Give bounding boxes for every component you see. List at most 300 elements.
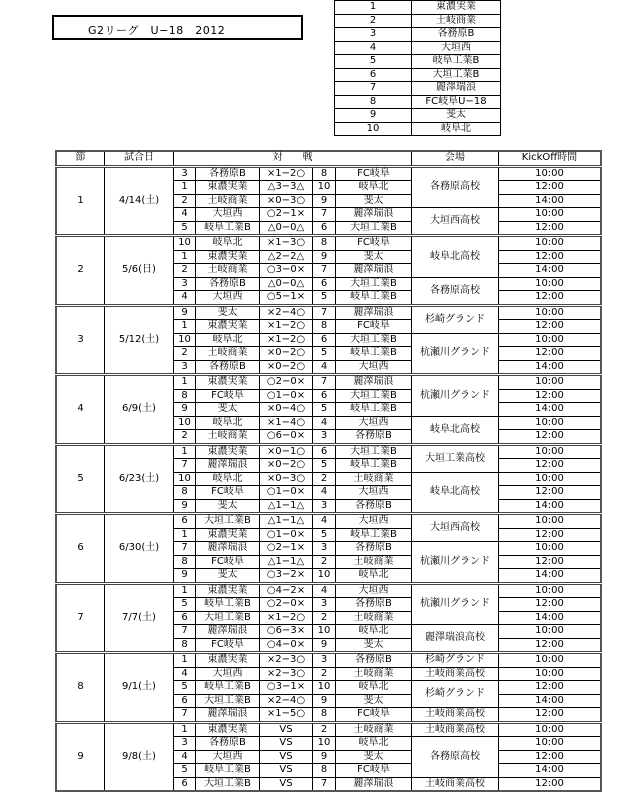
match-date: 7/7(土) [105, 583, 174, 653]
home-team: 東濃実業 [196, 528, 260, 542]
score: VS [260, 764, 313, 778]
home-number: 2 [174, 264, 196, 278]
team-row [335, 28, 501, 42]
home-number: 8 [174, 486, 196, 500]
home-team: 岐阜北 [196, 472, 260, 486]
kickoff-time: 10:00 [499, 277, 602, 291]
away-number: 4 [313, 486, 336, 500]
home-number: 8 [174, 389, 196, 403]
away-number: 5 [313, 403, 336, 417]
away-team: FC岐阜 [336, 708, 412, 723]
away-number: 3 [313, 542, 336, 556]
header-date: 試合日 [105, 151, 174, 166]
score: ×1−2○ [260, 611, 313, 625]
away-number: 7 [313, 375, 336, 390]
kickoff-time: 12:00 [499, 777, 602, 791]
venue: 大垣工業高校 [412, 444, 499, 472]
venue: 杭瀬川グランド [412, 375, 499, 417]
kickoff-time: 14:00 [499, 611, 602, 625]
away-team: 岐阜工業B [336, 528, 412, 542]
home-number: 6 [174, 514, 196, 529]
team-name: 東濃実業 [412, 1, 501, 15]
away-team: FC岐阜 [336, 764, 412, 778]
away-number: 10 [313, 181, 336, 195]
home-number: 6 [174, 611, 196, 625]
kickoff-time: 10:00 [499, 667, 602, 681]
away-number: 2 [313, 472, 336, 486]
score: ○2−0× [260, 375, 313, 390]
away-team: 大垣工業B [336, 333, 412, 347]
team-number: 8 [335, 95, 412, 109]
home-number: 9 [174, 403, 196, 417]
match-date: 5/12(土) [105, 305, 174, 375]
away-team: 斐太 [336, 750, 412, 764]
venue: 各務原高校 [412, 277, 499, 305]
team-name: 大垣西 [412, 41, 501, 55]
away-team: 各務原B [336, 598, 412, 612]
venue: 杉崎グランド [412, 681, 499, 708]
kickoff-time: 14:00 [499, 360, 602, 375]
header-match: 対 戦 [174, 151, 412, 166]
score: △3−3△ [260, 181, 313, 195]
away-number: 8 [313, 236, 336, 251]
home-number: 5 [174, 598, 196, 612]
team-name: 岐阜工業B [412, 55, 501, 69]
kickoff-time: 10:00 [499, 722, 602, 737]
score: VS [260, 750, 313, 764]
away-team: 麗澤瑞浪 [336, 375, 412, 390]
home-number: 6 [174, 694, 196, 708]
team-number: 4 [335, 41, 412, 55]
score: ○3−1× [260, 681, 313, 695]
venue: 岐阜北高校 [412, 416, 499, 444]
home-team: 東濃実業 [196, 250, 260, 264]
away-number: 8 [313, 708, 336, 723]
header-venue: 会場 [412, 151, 499, 166]
match-date: 6/9(土) [105, 375, 174, 445]
away-team: 岐阜北 [336, 625, 412, 639]
away-team: 大垣工業B [336, 444, 412, 459]
team-number: 10 [335, 122, 412, 136]
match-row [56, 514, 601, 529]
away-team: 麗澤瑞浪 [336, 305, 412, 320]
kickoff-time: 10:00 [499, 416, 602, 430]
score: ×1−4○ [260, 416, 313, 430]
kickoff-time: 14:00 [499, 569, 602, 584]
venue: 岐阜北高校 [412, 236, 499, 278]
home-number: 10 [174, 236, 196, 251]
away-team: 大垣西 [336, 583, 412, 598]
home-team: 各務原B [196, 277, 260, 291]
home-team: 斐太 [196, 499, 260, 514]
score: ×0−2○ [260, 459, 313, 473]
score: ×2−3○ [260, 653, 313, 668]
home-number: 3 [174, 277, 196, 291]
home-number: 5 [174, 764, 196, 778]
home-number: 2 [174, 194, 196, 208]
kickoff-time: 12:00 [499, 320, 602, 334]
home-number: 1 [174, 320, 196, 334]
score: ○1−0× [260, 389, 313, 403]
match-date: 9/1(土) [105, 653, 174, 723]
kickoff-time: 14:00 [499, 694, 602, 708]
venue: 麗澤瑞浪高校 [412, 625, 499, 653]
home-number: 7 [174, 625, 196, 639]
home-team: 大垣西 [196, 750, 260, 764]
venue: 土岐商業高校 [412, 708, 499, 723]
away-team: 斐太 [336, 638, 412, 653]
away-number: 2 [313, 611, 336, 625]
kickoff-time: 12:00 [499, 347, 602, 361]
score: ×2−3○ [260, 667, 313, 681]
kickoff-time: 14:00 [499, 403, 602, 417]
match-date: 6/23(土) [105, 444, 174, 514]
header-row [56, 151, 601, 166]
away-number: 3 [313, 499, 336, 514]
match-row [56, 653, 601, 668]
home-team: 土岐商業 [196, 347, 260, 361]
kickoff-time: 12:00 [499, 638, 602, 653]
away-number: 2 [313, 667, 336, 681]
kickoff-time: 10:00 [499, 542, 602, 556]
away-number: 6 [313, 333, 336, 347]
score: VS [260, 777, 313, 791]
away-number: 9 [313, 638, 336, 653]
score: VS [260, 722, 313, 737]
away-number: 9 [313, 750, 336, 764]
home-number: 1 [174, 528, 196, 542]
home-number: 8 [174, 555, 196, 569]
away-number: 10 [313, 569, 336, 584]
away-team: 麗澤瑞浪 [336, 264, 412, 278]
away-team: 大垣西 [336, 360, 412, 375]
team-number: 9 [335, 109, 412, 123]
away-number: 2 [313, 555, 336, 569]
home-number: 9 [174, 569, 196, 584]
venue: 杉崎グランド [412, 653, 499, 668]
away-number: 6 [313, 444, 336, 459]
home-team: 各務原B [196, 737, 260, 751]
away-number: 7 [313, 208, 336, 222]
score: ×0−3○ [260, 472, 313, 486]
away-number: 5 [313, 347, 336, 361]
away-number: 9 [313, 250, 336, 264]
score: △1−1△ [260, 514, 313, 529]
home-number: 1 [174, 722, 196, 737]
kickoff-time: 12:00 [499, 708, 602, 723]
team-number: 3 [335, 28, 412, 42]
round-number: 2 [56, 236, 105, 306]
kickoff-time: 10:00 [499, 236, 602, 251]
score: ×2−4○ [260, 694, 313, 708]
team-row [335, 122, 501, 136]
home-number: 1 [174, 250, 196, 264]
kickoff-time: 10:00 [499, 737, 602, 751]
home-team: 大垣工業B [196, 514, 260, 529]
round-number: 1 [56, 166, 105, 236]
score: △2−2△ [260, 250, 313, 264]
away-number: 8 [313, 320, 336, 334]
home-team: 岐阜北 [196, 236, 260, 251]
team-row [335, 41, 501, 55]
team-list-table [334, 0, 501, 136]
away-number: 2 [313, 722, 336, 737]
team-row [335, 14, 501, 28]
home-number: 2 [174, 430, 196, 445]
away-team: 大垣西 [336, 416, 412, 430]
home-team: 東濃実業 [196, 320, 260, 334]
away-number: 5 [313, 459, 336, 473]
away-number: 5 [313, 291, 336, 306]
score: △0−0△ [260, 277, 313, 291]
away-team: 土岐商業 [336, 611, 412, 625]
kickoff-time: 10:00 [499, 583, 602, 598]
away-team: 大垣工業B [336, 389, 412, 403]
home-team: 麗澤瑞浪 [196, 708, 260, 723]
venue: 土岐商業高校 [412, 777, 499, 791]
home-team: 東濃実業 [196, 583, 260, 598]
home-team: 東濃実業 [196, 444, 260, 459]
home-number: 3 [174, 737, 196, 751]
away-team: 各務原B [336, 542, 412, 556]
score: ×0−3○ [260, 194, 313, 208]
home-team: 岐阜工業B [196, 598, 260, 612]
venue: 土岐商業高校 [412, 722, 499, 737]
score: ×1−3○ [260, 236, 313, 251]
match-row [56, 236, 601, 251]
kickoff-time: 12:00 [499, 486, 602, 500]
team-name: 麗澤瑞浪 [412, 82, 501, 96]
score: △0−0△ [260, 221, 313, 236]
home-team: FC岐阜 [196, 389, 260, 403]
kickoff-time: 12:00 [499, 181, 602, 195]
home-team: 岐阜工業B [196, 221, 260, 236]
team-number: 7 [335, 82, 412, 96]
home-number: 1 [174, 375, 196, 390]
kickoff-time: 14:00 [499, 264, 602, 278]
home-team: 土岐商業 [196, 194, 260, 208]
home-number: 1 [174, 653, 196, 668]
venue: 杭瀬川グランド [412, 583, 499, 625]
title-box [52, 15, 303, 40]
home-number: 3 [174, 166, 196, 181]
match-date: 5/6(日) [105, 236, 174, 306]
score: △1−1△ [260, 499, 313, 514]
kickoff-time: 10:00 [499, 208, 602, 222]
kickoff-time: 12:00 [499, 459, 602, 473]
score: ○4−0× [260, 638, 313, 653]
score: ○3−2× [260, 569, 313, 584]
away-number: 6 [313, 277, 336, 291]
away-team: FC岐阜 [336, 320, 412, 334]
home-number: 4 [174, 291, 196, 306]
venue: 大垣西高校 [412, 208, 499, 236]
match-row [56, 444, 601, 459]
kickoff-time: 14:00 [499, 764, 602, 778]
kickoff-time: 12:00 [499, 430, 602, 445]
score: ×2−4○ [260, 305, 313, 320]
score: △1−1△ [260, 555, 313, 569]
home-number: 1 [174, 444, 196, 459]
round-number: 9 [56, 722, 105, 791]
home-number: 7 [174, 542, 196, 556]
away-team: 大垣工業B [336, 277, 412, 291]
round-number: 3 [56, 305, 105, 375]
away-number: 3 [313, 598, 336, 612]
score: ×1−2○ [260, 320, 313, 334]
venue: 杉崎グランド [412, 305, 499, 333]
home-number: 10 [174, 333, 196, 347]
home-team: FC岐阜 [196, 486, 260, 500]
away-team: 大垣西 [336, 486, 412, 500]
away-team: 斐太 [336, 250, 412, 264]
away-team: FC岐阜 [336, 236, 412, 251]
score: ×1−2○ [260, 333, 313, 347]
home-team: 斐太 [196, 569, 260, 584]
venue: 各務原高校 [412, 737, 499, 778]
kickoff-time: 10:00 [499, 472, 602, 486]
match-row [56, 375, 601, 390]
kickoff-time: 10:00 [499, 625, 602, 639]
score: ×0−2○ [260, 360, 313, 375]
away-team: 岐阜工業B [336, 403, 412, 417]
home-team: FC岐阜 [196, 555, 260, 569]
away-team: 岐阜工業B [336, 459, 412, 473]
away-number: 4 [313, 583, 336, 598]
home-number: 5 [174, 681, 196, 695]
home-number: 2 [174, 347, 196, 361]
kickoff-time: 14:00 [499, 194, 602, 208]
home-team: 麗澤瑞浪 [196, 459, 260, 473]
away-team: 岐阜北 [336, 681, 412, 695]
kickoff-time: 10:00 [499, 653, 602, 668]
match-date: 6/30(土) [105, 514, 174, 584]
home-team: 東濃実業 [196, 653, 260, 668]
header-kickoff: KickOff時間 [499, 151, 602, 166]
away-team: 岐阜北 [336, 569, 412, 584]
home-team: 岐阜工業B [196, 681, 260, 695]
team-row [335, 1, 501, 15]
score: ×0−1○ [260, 444, 313, 459]
away-team: 岐阜北 [336, 181, 412, 195]
away-team: 岐阜工業B [336, 291, 412, 306]
team-name: 土岐商業 [412, 14, 501, 28]
score: ○3−0× [260, 264, 313, 278]
match-row [56, 166, 601, 181]
away-number: 9 [313, 694, 336, 708]
away-number: 9 [313, 194, 336, 208]
home-number: 8 [174, 638, 196, 653]
score: ○1−0× [260, 486, 313, 500]
team-number: 5 [335, 55, 412, 69]
home-team: FC岐阜 [196, 638, 260, 653]
kickoff-time: 10:00 [499, 444, 602, 459]
score: ×0−4○ [260, 403, 313, 417]
away-team: 斐太 [336, 694, 412, 708]
venue: 大垣西高校 [412, 514, 499, 542]
home-number: 1 [174, 181, 196, 195]
venue: 岐阜北高校 [412, 472, 499, 514]
match-row [56, 583, 601, 598]
away-number: 8 [313, 166, 336, 181]
round-number: 8 [56, 653, 105, 723]
away-team: 大垣西 [336, 514, 412, 529]
away-team: 土岐商業 [336, 555, 412, 569]
kickoff-time: 10:00 [499, 305, 602, 320]
away-number: 7 [313, 305, 336, 320]
home-team: 斐太 [196, 403, 260, 417]
away-team: 岐阜北 [336, 737, 412, 751]
away-team: 麗澤瑞浪 [336, 208, 412, 222]
team-number: 2 [335, 14, 412, 28]
away-team: 土岐商業 [336, 472, 412, 486]
match-date: 4/14(土) [105, 166, 174, 236]
team-number: 6 [335, 68, 412, 82]
venue: 土岐商業高校 [412, 667, 499, 681]
match-row [56, 722, 601, 737]
team-number: 1 [335, 1, 412, 15]
home-number: 5 [174, 221, 196, 236]
away-number: 3 [313, 430, 336, 445]
away-number: 4 [313, 360, 336, 375]
team-row [335, 109, 501, 123]
away-number: 4 [313, 416, 336, 430]
home-team: 土岐商業 [196, 430, 260, 445]
kickoff-time: 12:00 [499, 250, 602, 264]
schedule-table [55, 150, 602, 792]
round-number: 6 [56, 514, 105, 584]
away-team: 大垣工業B [336, 221, 412, 236]
round-number: 7 [56, 583, 105, 653]
away-number: 6 [313, 389, 336, 403]
away-team: FC岐阜 [336, 166, 412, 181]
home-team: 岐阜工業B [196, 764, 260, 778]
home-team: 各務原B [196, 360, 260, 375]
kickoff-time: 10:00 [499, 166, 602, 181]
away-number: 10 [313, 737, 336, 751]
score: ×0−2○ [260, 347, 313, 361]
score: ○6−3× [260, 625, 313, 639]
team-name: FC岐阜U−18 [412, 95, 501, 109]
score: VS [260, 737, 313, 751]
kickoff-time: 12:00 [499, 555, 602, 569]
home-team: 大垣工業B [196, 777, 260, 791]
kickoff-time: 10:00 [499, 514, 602, 529]
kickoff-time: 12:00 [499, 221, 602, 236]
away-team: 各務原B [336, 499, 412, 514]
away-number: 5 [313, 528, 336, 542]
home-team: 大垣西 [196, 291, 260, 306]
away-team: 土岐商業 [336, 667, 412, 681]
away-team: 岐阜工業B [336, 347, 412, 361]
home-team: 麗澤瑞浪 [196, 542, 260, 556]
venue: 各務原高校 [412, 166, 499, 208]
score: ×1−2○ [260, 166, 313, 181]
away-number: 4 [313, 514, 336, 529]
league-title: G2リーグ U−18 2012 [88, 24, 226, 37]
team-row [335, 68, 501, 82]
away-team: 斐太 [336, 194, 412, 208]
away-team: 各務原B [336, 430, 412, 445]
home-team: 岐阜北 [196, 416, 260, 430]
home-team: 土岐商業 [196, 264, 260, 278]
home-number: 4 [174, 750, 196, 764]
kickoff-time: 12:00 [499, 528, 602, 542]
away-number: 7 [313, 777, 336, 791]
score: ○2−1× [260, 542, 313, 556]
score: ○6−0× [260, 430, 313, 445]
kickoff-time: 10:00 [499, 375, 602, 390]
